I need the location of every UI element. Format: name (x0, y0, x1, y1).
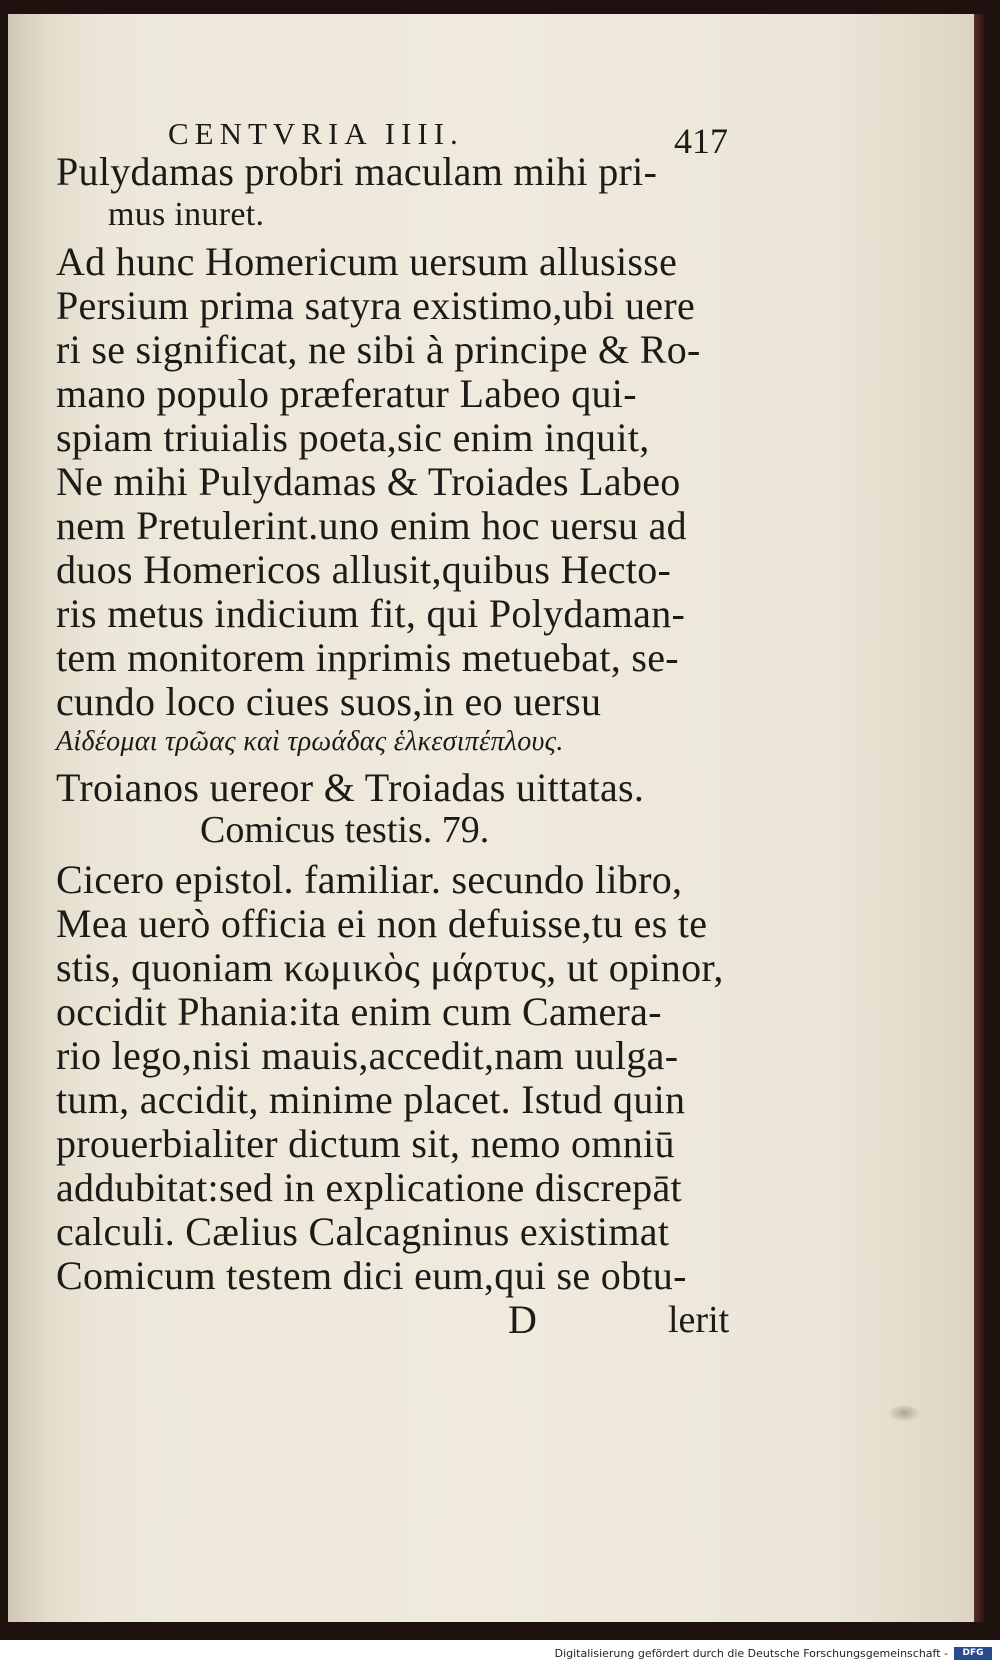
text-line: ri se significat, ne sibi à principe & Ro- (56, 327, 701, 372)
text-line: rio lego,nisi mauis,accedit,nam uulga- (56, 1033, 679, 1078)
digitization-footer (0, 1644, 1000, 1664)
catchword: lerit (668, 1299, 730, 1341)
text-line: Troianos uereor & Troiadas uittatas. (56, 765, 645, 810)
text-line: Persium prima satyra existimo,ubi uere (56, 283, 696, 328)
book-page (8, 14, 974, 1622)
text-line: ris metus indicium fit, qui Polydaman- (56, 591, 686, 636)
page-number: 417 (674, 121, 728, 161)
text-line: calculi. Cælius Calcagninus existimat (56, 1209, 670, 1254)
text-line: Comicum testem dici eum,qui se obtu- (56, 1253, 687, 1298)
text-line: tum, accidit, minime placet. Istud quin (56, 1077, 686, 1122)
section-heading: Comicus testis. 79. (200, 809, 490, 851)
paper-blemish (888, 1404, 920, 1422)
text-line: cundo loco ciues suos,in eo uersu (56, 679, 602, 724)
text-line: duos Homericos allusit,quibus Hecto- (56, 547, 672, 592)
footer-credit: Digitalisierung gefördert durch die Deutsche Forschungsgemeinschaft - (554, 1647, 948, 1660)
dfg-logo-icon: DFG (954, 1647, 992, 1660)
text-line: Ad hunc Homericum uersum allusisse (56, 239, 678, 284)
text-line: prouerbialiter dictum sit, nemo omniū (56, 1121, 675, 1166)
text-line: Mea uerò officia ei non defuisse,tu es te (56, 901, 708, 946)
page-edge-shadow (974, 14, 984, 1622)
text-line: stis, quoniam κωμικὸς μάρτυς, ut opinor, (56, 945, 724, 990)
text-line: spiam triuialis poeta,sic enim inquit, (56, 415, 650, 460)
text-line: Pulydamas probri maculam mihi pri- (56, 149, 658, 194)
signature-mark: D (508, 1297, 537, 1342)
text-line: addubitat:sed in explicatione discrepāt (56, 1165, 682, 1210)
greek-quotation-line: Αἰδέομαι τρῶας καὶ τρωάδας ἑλκεσιπέπλους. (56, 726, 564, 757)
text-line: Ne mihi Pulydamas & Troiades Labeo (56, 459, 681, 504)
text-line: nem Pretulerint.uno enim hoc uersu ad (56, 503, 687, 548)
running-head: CENTVRIA IIII. (168, 116, 464, 151)
text-line: Cicero epistol. familiar. secundo libro, (56, 857, 683, 902)
text-line: mano populo præferatur Labeo qui- (56, 371, 637, 416)
text-line: tem monitorem inprimis metuebat, se- (56, 635, 679, 680)
text-line: mus inuret. (108, 196, 265, 233)
text-line: occidit Phania:ita enim cum Camera- (56, 989, 662, 1034)
